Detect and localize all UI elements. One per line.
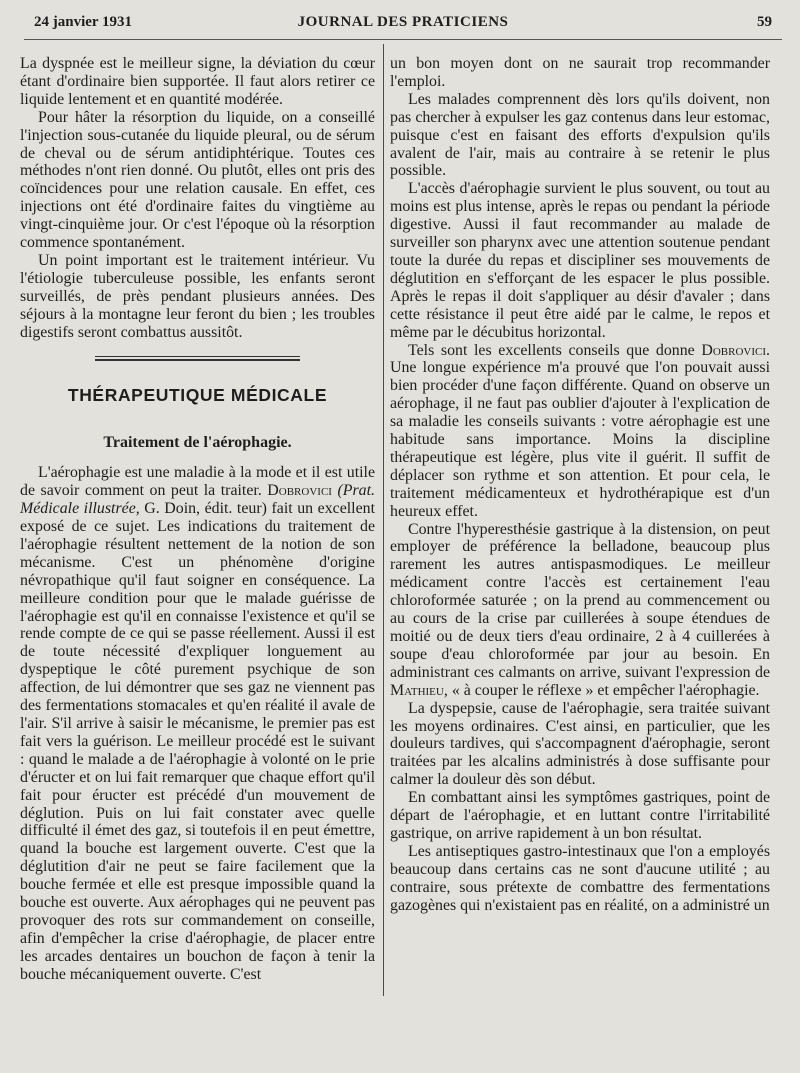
column-divider bbox=[383, 44, 384, 996]
issue-date: 24 janvier 1931 bbox=[34, 14, 133, 30]
text-run: Une longue expérience m'a prouvé que l'on pouvait aussi bien procéder d'une façon différente. Quand on observe un aérophage, il ne faut pas oublier d'ajouter à l'explication de sa maladie les conseils suivants : votre aérophagie est une habitude sans importance. Moins la discipline thérapeutique est légère, plus vite il guérit. Il suffit de déplacer son rythme et son attention. Et pour cela, le traitement médicamenteux et hydrothérapique est d'un heureux effet. bbox=[390, 359, 770, 520]
paragraph: Pour hâter la résorption du liquide, on a conseillé l'injection sous-cutanée du liquide pleural, ou de sérum de cheval ou de sérum antidiphtérique. Toutes ces méthodes n'ont rien donné. Ou plutôt, elles ont pris des coïncidences pour une relation causale. En effet, ces injections ont été d'ordinaire faites du vingtième au vingt-cinquième jour. Or c'est l'époque où la résorption commence spontanément. bbox=[20, 108, 375, 252]
section-separator bbox=[20, 356, 375, 361]
header-rule bbox=[24, 39, 782, 40]
paragraph: Les antiseptiques gastro-intestinaux que l'on a employés beaucoup dans certains cas ne sont d'aucune utilité ; au contraire, sous prétexte de combattre des fermentations gazogènes qui n'existaient pas en réalité, on a administré un bbox=[390, 842, 770, 914]
paragraph bbox=[20, 464, 375, 983]
paragraph bbox=[390, 342, 770, 521]
running-header bbox=[34, 14, 772, 36]
right-column bbox=[390, 55, 770, 915]
author-name: Mathieu, bbox=[390, 681, 448, 699]
author-name: Dobrovici bbox=[267, 482, 332, 500]
left-column bbox=[20, 55, 375, 984]
page-number: 59 bbox=[757, 14, 772, 30]
text-run: « à couper le réflexe » et empêcher l'aérophagie. bbox=[451, 681, 760, 699]
section-title: THÉRAPEUTIQUE MÉDICALE bbox=[67, 384, 328, 405]
paragraph bbox=[390, 521, 770, 700]
text-run: Contre l'hyperesthésie gastrique à la distension, on peut employer de préférence la belladone, beaucoup plus rarement les autres antispasmodiques. Le meilleur médicament contre l'accès est certainement l'eau chloroformée saturée ; on la prend au commencement ou au cours de la crise par cuillerées à soupe étendues de moitié ou de deux tiers d'eau ordinaire, 2 à 4 cuillerées à soupe d'eau chloroformée par jour au besoin. En administrant ces calmants on arrive, suivant l'expression de bbox=[390, 520, 770, 681]
paragraph: un bon moyen dont on ne saurait trop recommander l'emploi. bbox=[390, 55, 770, 90]
author-name: Dobrovici. bbox=[701, 341, 770, 359]
paragraph: La dyspnée est le meilleur signe, la déviation du cœur étant d'ordinaire bien supportée. Il faut alors retirer ce liquide lentement et en quantité modérée. bbox=[20, 55, 375, 108]
paragraph: La dyspepsie, cause de l'aérophagie, sera traitée suivant les moyens ordinaires. C'est ainsi, en particulier, que les douleurs tardives, qui s'accompagnent d'aérophagie, seront traitées par les alcalins administrés à dose suffisante pour calmer la douleur dès son début. bbox=[390, 699, 770, 789]
paragraph: En combattant ainsi les symptômes gastriques, point de départ de l'aérophagie, et en luttant contre l'irritabilité gastrique, on arrive rapidement à un bon résultat. bbox=[390, 789, 770, 842]
paragraph: Un point important est le traitement intérieur. Vu l'étiologie tuberculeuse possible, les enfants seront surveillés, de près pendant plusieurs années. Des séjours à la montagne leur feront du bien ; les troubles digestifs seront combattus aussitôt. bbox=[20, 251, 375, 341]
text-run: L'aérophagie est une maladie à la mode et il est utile de savoir comment on peut la traiter. bbox=[20, 464, 375, 500]
paragraph: Les malades comprennent dès lors qu'ils doivent, non pas chercher à expulser les gaz contenus dans leur estomac, puisque c'est en faisant des efforts d'expulsion qu'ils avalent de l'air, mais au contraire à se retenir le plus possible. bbox=[390, 90, 770, 180]
reference: (Prat. Médicale illustrée, bbox=[20, 482, 375, 518]
journal-title: JOURNAL DES PRATICIENS bbox=[297, 14, 509, 30]
paragraph: L'accès d'aérophagie survient le plus souvent, ou tout au moins est plus intense, après le repas ou pendant la période digestive. Aussi il faut recommander au malade de surveiller son pharynx avec une attention soutenue pendant toute la durée du repas et discipliner ses mouvements de déglutition en s'efforçant de les espacer le plus possible. Après le repas il doit s'appliquer au désir d'avaler ; dans cette résistance il peut être aidé par le calme, le repos et même par le décubitus horizontal. bbox=[390, 180, 770, 341]
article-title: Traitement de l'aérophagie. bbox=[103, 434, 292, 452]
text-run: Tels sont les excellents conseils que donne bbox=[408, 341, 695, 359]
text-run: G. Doin, édit. teur) fait un excellent exposé de ce sujet. Les indications du traitement de l'aérophagie résultent nettement de la notion de son mécanisme. C'est un phénomène d'origine névropathique qu'il faut soigner en conséquence. La meilleure condition pour que le malade guérisse de l'aérophagie est qu'il en connaisse l'existence et qu'il se rende compte de ce qui se passe réellement. Aussi il est de toute nécessité d'expliquer longuement au dyspeptique le côté purement psychique de son affection, de lui démontrer que ses gaz ne viennent pas des fermentations stomacales et qu'en réalité il avale de l'air. S'il arrive à saisir le mécanisme, le premier pas est fait vers la guérison. Le meilleur procédé est le suivant : quand le malade a de l'aérophagie à volonté on le prie d'éructer et on lui fait remarquer que chaque effort qu'il fait pour éructer est précédé d'un mouvement de déglution. Puis on lui fait constater avec quelle difficulté il émet des gaz, si toutefois il en peut émettre, quand la bouche est largement ouverte. C'est que la déglutition d'air ne peut se faire facilement que la bouche fermée et elle est presque impossible quand la bouche est ouverte. Aux aérophages qui ne peuvent pas provoquer des rots sur commandement on conseille, afin d'empêcher la crise d'aérophagie, de placer entre les arcades dentaires un bouchon de façon à tenir la bouche mécaniquement ouverte. C'est bbox=[20, 500, 375, 983]
